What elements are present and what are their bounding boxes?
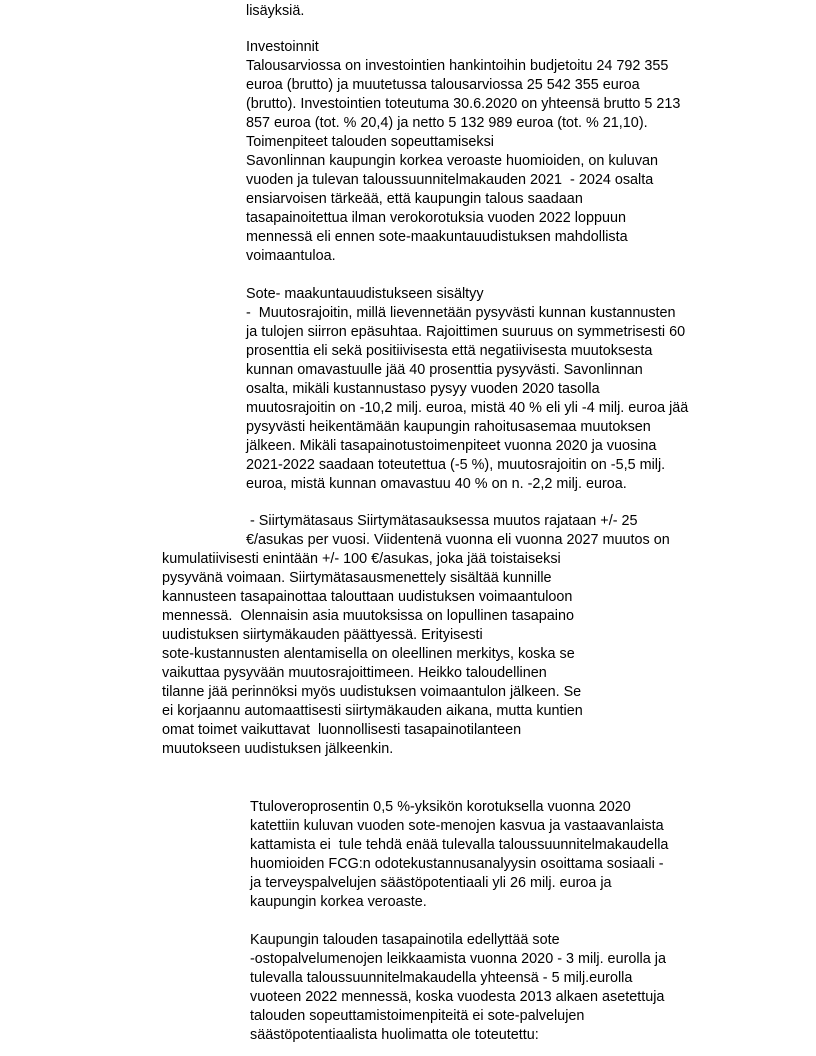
text-line: - Muutosrajoitin, millä lievennetään pysyvästi kunnan kustannusten (246, 305, 676, 321)
text-line: osalta, mikäli kustannustaso pysyy vuoden 2020 tasolla (246, 381, 600, 397)
text-line: tasapainoitettua ilman verokorotuksia vuoden 2022 loppuun (246, 210, 627, 226)
text-line: muutosrajoitin on -10,2 milj. euroa, mistä 40 % eli yli -4 milj. euroa jää (246, 400, 689, 416)
text-line: Savonlinnan kaupungin korkea veroaste huomioiden, on kuluvan (246, 153, 659, 169)
text-line: tilanne jää perinnöksi myös uudistuksen voimaantulon jälkeen. Se (162, 684, 582, 700)
text-line: ja terveyspalvelujen säästöpotentiaali yli 26 milj. euroa ja (250, 875, 612, 891)
section-heading-reform: Sote- maakuntauudistukseen sisältyy (246, 286, 484, 302)
text-line: ja tulojen siirron epäsuhtaa. Rajoittimen suuruus on symmetrisesti 60 (246, 324, 686, 340)
text-line: 2021-2022 saadaan toteutettua (-5 %), muutosrajoitin on -5,5 milj. (246, 457, 666, 473)
text-line: vaikuttaa pysyvään muutosrajoittimeen. Heikko taloudellinen (162, 665, 547, 681)
text-line: vuoteen 2022 mennessä, koska vuodesta 2013 alkaen asetettuja (250, 989, 665, 1005)
text-line: voimaantuloa. (246, 248, 336, 264)
text-line: tulevalla taloussuunnitelmakaudella yhteensä - 5 milj.eurolla (250, 970, 633, 986)
text-line: €/asukas per vuosi. Viidentenä vuonna eli vuonna 2027 muutos on (246, 532, 670, 548)
text-line: (brutto). Investointien toteutuma 30.6.2020 on yhteensä brutto 5 213 (246, 96, 681, 112)
text-line: pysyvästi heikentämään kaupungin rahoitusasemaa muutoksen (246, 419, 651, 435)
text-line: omat toimet vaikuttavat luonnollisesti tasapainotilanteen (162, 722, 522, 738)
text-line: ei korjaannu automaattisesti siirtymäkauden aikana, mutta kuntien (162, 703, 583, 719)
text-line: pysyvänä voimaan. Siirtymätasausmenettely sisältää kunnille (162, 570, 552, 586)
text-line: vuoden ja tulevan taloussuunnitelmakauden 2021 - 2024 osalta (246, 172, 654, 188)
text-line: -ostopalvelumenojen leikkaamista vuonna 2020 - 3 milj. eurolla ja (250, 951, 666, 967)
text-line: ensiarvoisen tärkeää, että kaupungin talous saadaan (246, 191, 583, 207)
text-line: prosenttia eli sekä positiivisesta että negatiivisesta muutoksesta (246, 343, 653, 359)
text-line: kaupungin korkea veroaste. (250, 894, 427, 910)
text-line: katettiin kuluvan vuoden sote-menojen kasvua ja vastaavanlaista (250, 818, 664, 834)
text-line: kumulatiivisesti enintään +/- 100 €/asukas, joka jää toistaiseksi (162, 551, 561, 567)
text-line: mennessä. Olennaisin asia muutoksissa on lopullinen tasapaino (162, 608, 574, 624)
text-line: huomioiden FCG:n odotekustannusanalyysin osoittama sosiaali - (250, 856, 664, 872)
text-line: euroa, mistä kunnan omavastuu 40 % on n. -2,2 milj. euroa. (246, 476, 627, 492)
text-line: muutokseen uudistuksen jälkeenkin. (162, 741, 394, 757)
text-line: kannusteen tasapainottaa talouttaan uudistuksen voimaantuloon (162, 589, 573, 605)
text-line: mennessä eli ennen sote-maakuntauudistuksen mahdollista (246, 229, 628, 245)
text-line: säästöpotentiaalista huolimatta ole toteutettu: (250, 1027, 539, 1043)
text-line: kunnan omavastuulle jää 40 prosenttia pysyvästi. Savonlinnan (246, 362, 643, 378)
text-line: Ttuloveroprosentin 0,5 %-yksikön korotuksella vuonna 2020 (250, 799, 631, 815)
text-line: jälkeen. Mikäli tasapainotustoimenpiteet vuonna 2020 ja vuosina (246, 438, 657, 454)
text-line: 857 euroa (tot. % 20,4) ja netto 5 132 989 euroa (tot. % 21,10). (246, 115, 648, 131)
text-line: sote-kustannusten alentamisella on oleellinen merkitys, koska se (162, 646, 575, 662)
text-line: Kaupungin talouden tasapainotila edellyttää sote (250, 932, 560, 948)
text-line: lisäyksiä. (246, 3, 305, 19)
text-line: Talousarviossa on investointien hankintoihin budjetoitu 24 792 355 (246, 58, 669, 74)
text-line: euroa (brutto) ja muutetussa talousarviossa 25 542 355 euroa (246, 77, 640, 93)
text-line: - Siirtymätasaus Siirtymätasauksessa muutos rajataan +/- 25 (246, 513, 638, 529)
text-line: uudistuksen siirtymäkauden päättyessä. Erityisesti (162, 627, 483, 643)
section-heading-investments: Investoinnit (246, 39, 319, 55)
text-line: kattamista ei tule tehdä enää tulevalla taloussuunnitelmakaudella (250, 837, 669, 853)
text-line: talouden sopeuttamistoimenpiteitä ei sote-palvelujen (250, 1008, 585, 1024)
section-heading-balancing: Toimenpiteet talouden sopeuttamiseksi (246, 134, 494, 150)
